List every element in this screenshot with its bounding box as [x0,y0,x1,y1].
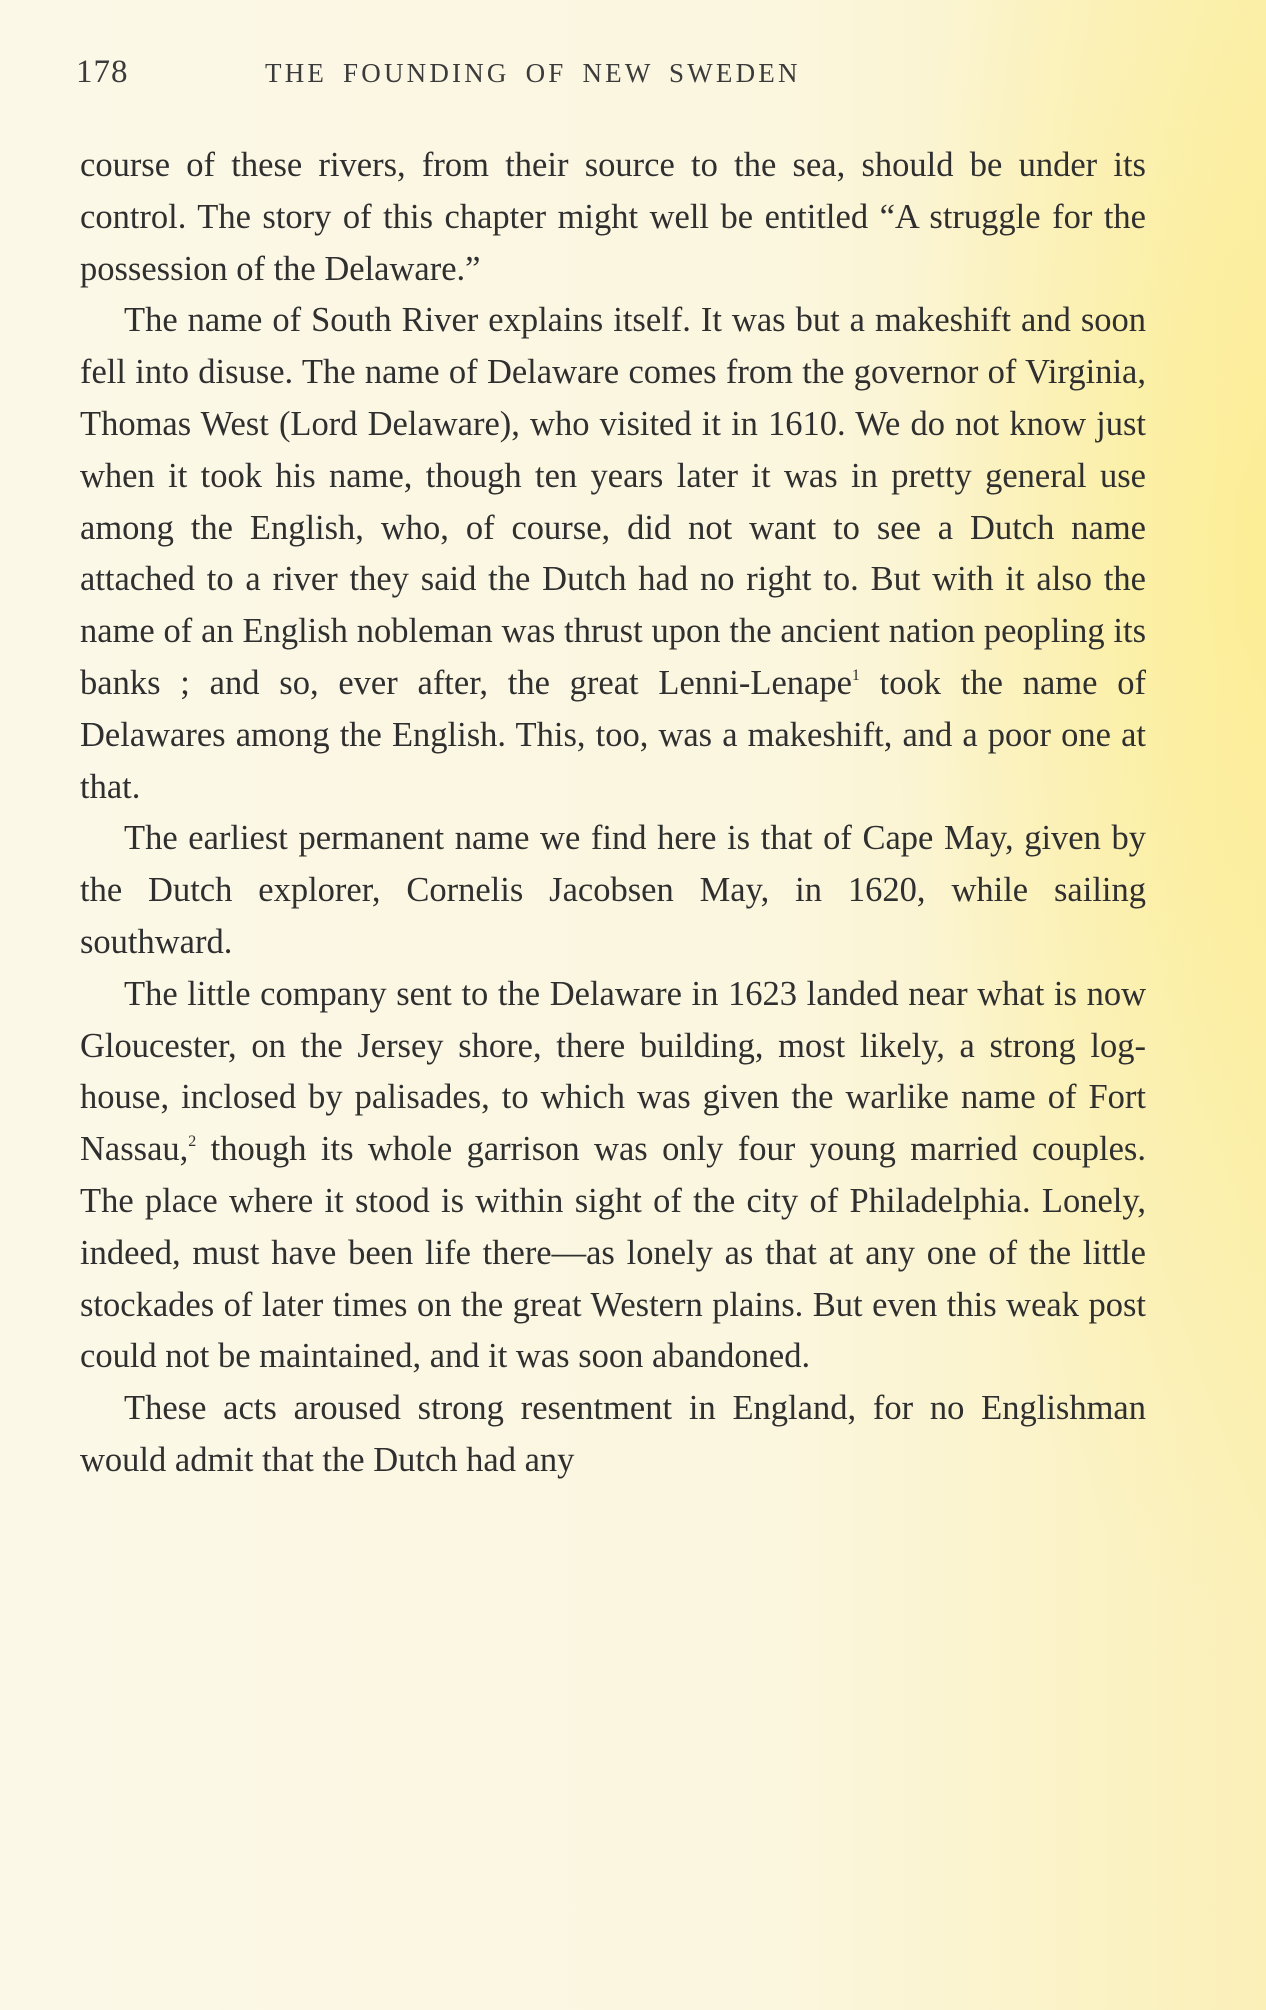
running-title: THE FOUNDING OF NEW SWEDEN [265,58,801,88]
footnote-marker-2: 2 [188,1133,197,1151]
paragraph-5-text: These acts aroused strong resentment in England, for no Englishman would admit that the Dutch had any [80,1389,1146,1479]
paragraph-5 [80,1383,1146,1487]
page-header [76,48,1156,96]
paragraph-4-text-a: The little company sent to the Delaware in 1623 landed near what is now Gloucester, on the Jersey shore, there building, most likely, a strong log-house, inclosed by palisades, to which was given the warlike name of Fort Nassau, [80,974,1146,1169]
paragraph-2-text-b: took the name of Delawares among the English. This, too, was a makeshift, and a poor one at that. [80,663,1146,806]
paragraph-2-text-a: The name of South River explains itself. It was but a makeshift and soon fell into disuse. The name of Delaware comes from the governor of Virginia, Thomas West (Lord Delaware), who visited it in 1610. We do not know just when it took his name, though ten years later it was in pretty general use among the English, who, of course, did not want to see a Dutch name attached to a river they said the Dutch had no right to. But with it also the name of an English nobleman was thrust upon the ancient nation peopling its banks ; and so, ever after, the great Lenni-Lenape [80,301,1146,702]
paragraph-4-text-b: though its whole garrison was only four young married couples. The place where it stood is within sight of the city of Philadelphia. Lonely, indeed, must have been life there—as lonely as that at any one of the little stockades of later times on the great Western plains. But even this weak post could not be maintained, and it was soon abandoned. [80,1130,1146,1376]
paragraph-3 [80,813,1146,968]
body-text [80,140,1146,1487]
paragraph-4 [80,969,1146,1383]
paragraph-2 [80,295,1146,813]
paragraph-1-text: course of these rivers, from their source to the sea, should be under its control. The story of this chapter might well be entitled “A struggle for the possession of the Delaware.” [80,146,1146,288]
page-number: 178 [76,54,129,90]
paragraph-3-text: The earliest permanent name we find here is that of Cape May, given by the Dutch explorer, Cornelis Jacobsen May, in 1620, while sailing southward. [80,819,1146,961]
paragraph-1 [80,140,1146,295]
footnote-marker-1: 1 [851,666,860,684]
